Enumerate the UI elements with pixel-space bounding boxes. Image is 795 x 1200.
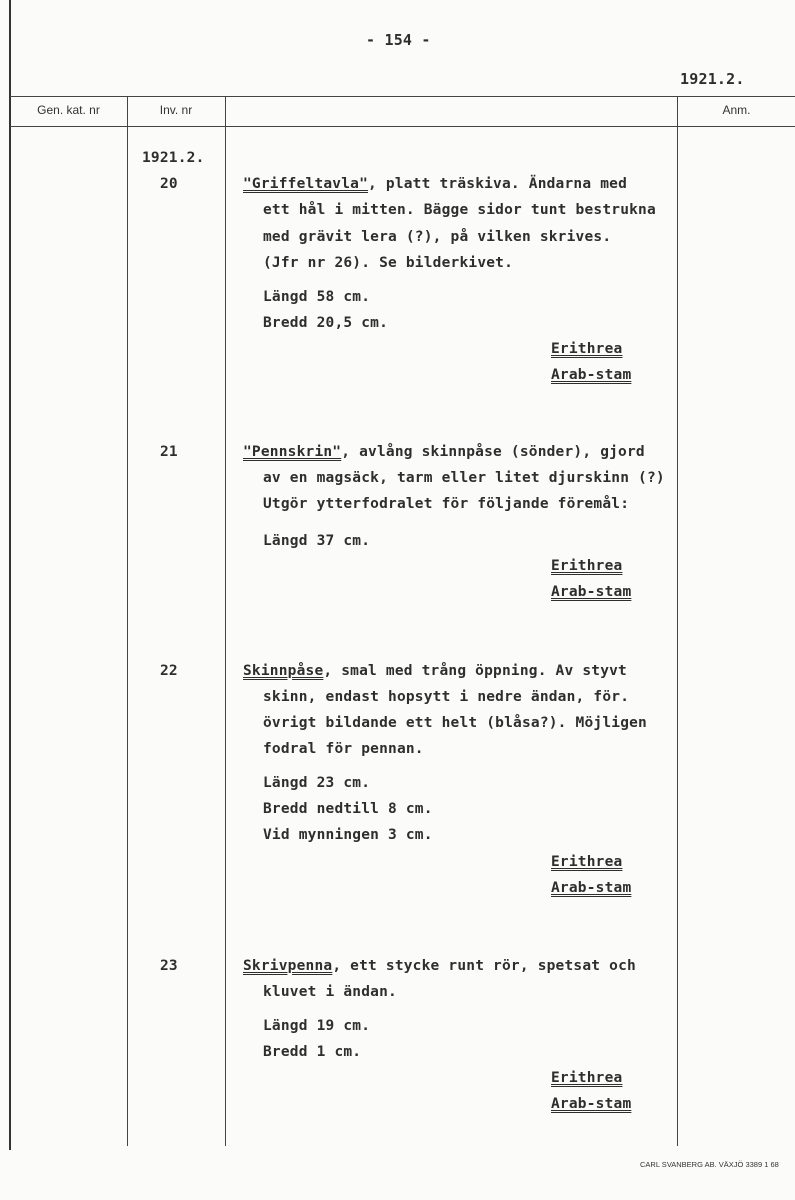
people-label: Arab-stam	[551, 367, 632, 383]
measurement: Vid mynningen 3 cm.	[263, 827, 433, 843]
place-label: Erithrea	[551, 558, 623, 574]
item-title: Skinnpåse	[243, 663, 324, 679]
entry-description-line: skinn, endast hopsytt i nedre ändan, för.	[263, 689, 630, 705]
measurement: Längd 19 cm.	[263, 1018, 371, 1034]
entry-description-line: Utgör ytterfodralet för följande föremål:	[263, 496, 630, 512]
measurement: Längd 58 cm.	[263, 289, 371, 305]
column-header-anm: Anm.	[722, 103, 751, 117]
entry-description-line: av en magsäck, tarm eller litet djurskinn (?)	[263, 470, 665, 486]
measurement: Bredd 20,5 cm.	[263, 315, 389, 331]
item-title: Skrivpenna	[243, 958, 333, 974]
inventory-number: 21	[160, 444, 178, 460]
column-header-inv: Inv. nr	[159, 103, 193, 117]
left-margin-rule	[9, 0, 11, 1150]
measurement: Bredd 1 cm.	[263, 1044, 362, 1060]
entry-description-line: Skrivpenna, ett stycke runt rör, spetsat och	[243, 958, 636, 974]
entry-description-line: ett hål i mitten. Bägge sidor tunt bestrukna	[263, 202, 656, 218]
entry-description-line: "Griffeltavla", platt träskiva. Ändarna med	[243, 176, 627, 192]
header-date: 1921.2.	[680, 70, 745, 88]
entry-description-line: fodral för pennan.	[263, 741, 424, 757]
measurement: Längd 23 cm.	[263, 775, 371, 791]
inventory-number: 23	[160, 958, 178, 974]
inventory-number: 20	[160, 176, 178, 192]
inventory-number: 22	[160, 663, 178, 679]
people-label: Arab-stam	[551, 1096, 632, 1112]
column-divider-2	[225, 96, 226, 1146]
entry-description-line: "Pennskrin", avlång skinnpåse (sönder), gjord	[243, 444, 645, 460]
place-label: Erithrea	[551, 1070, 623, 1086]
entry-description-line: kluvet i ändan.	[263, 984, 397, 1000]
inventory-series: 1921.2.	[142, 150, 205, 166]
item-title: "Pennskrin"	[243, 444, 342, 460]
entry-description-line: (Jfr nr 26). Se bilderkivet.	[263, 255, 514, 271]
page-number: - 154 -	[366, 31, 431, 49]
people-label: Arab-stam	[551, 584, 632, 600]
place-label: Erithrea	[551, 854, 623, 870]
item-title: "Griffeltavla"	[243, 176, 369, 192]
column-header-gen-kat: Gen. kat. nr	[37, 103, 100, 117]
column-divider-3	[677, 96, 678, 1146]
people-label: Arab-stam	[551, 880, 632, 896]
column-divider-1	[127, 96, 128, 1146]
entry-description-line: Skinnpåse, smal med trång öppning. Av styvt	[243, 663, 627, 679]
printer-imprint: CARL SVANBERG AB. VÄXJÖ 3389 1 68	[640, 1160, 779, 1169]
measurement: Längd 37 cm.	[263, 533, 371, 549]
entry-description-line: övrigt bildande ett helt (blåsa?). Möjligen	[263, 715, 647, 731]
place-label: Erithrea	[551, 341, 623, 357]
measurement: Bredd nedtill 8 cm.	[263, 801, 433, 817]
entry-description-line: med grävit lera (?), på vilken skrives.	[263, 229, 612, 245]
